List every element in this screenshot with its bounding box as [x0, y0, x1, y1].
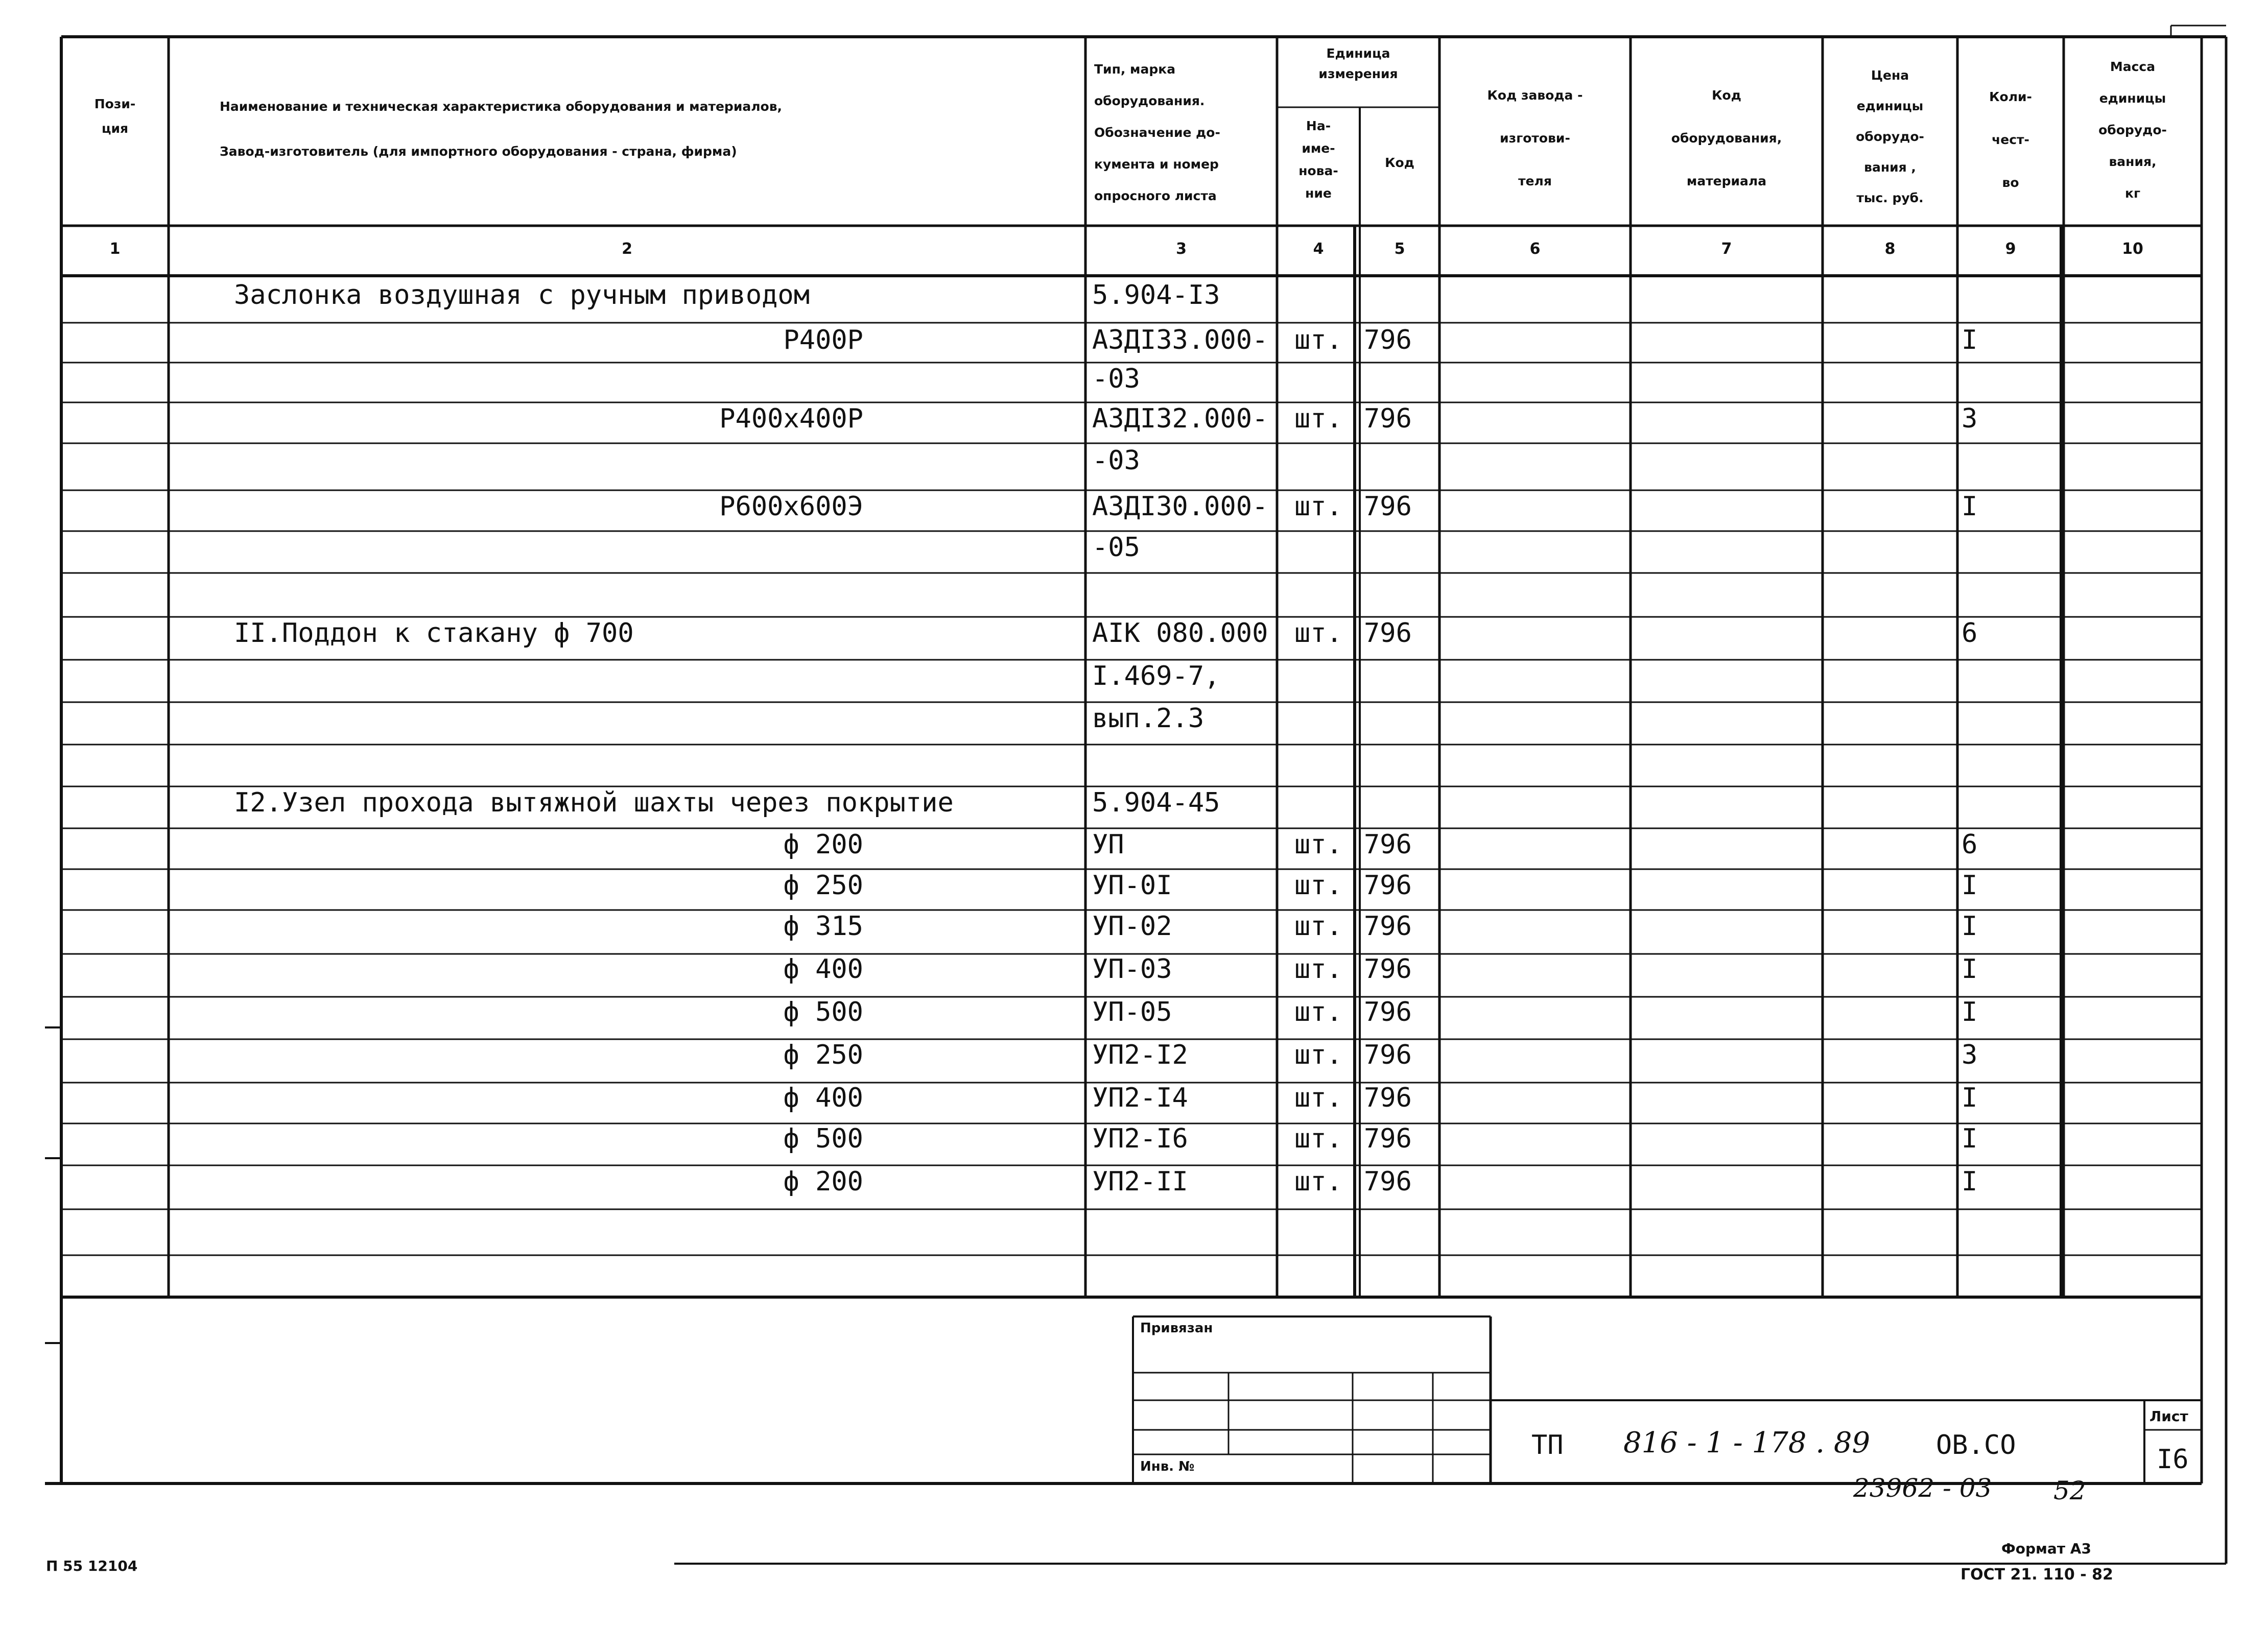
row-unit: шт.: [1294, 870, 1342, 901]
row-document: УП2-I2: [1092, 1040, 1188, 1070]
row-quantity: I: [1962, 911, 1978, 942]
row-unit: шт.: [1294, 1083, 1342, 1113]
header-col3: Тип, марка оборудования. Обозначение до- кумента и номер опросного листа: [1094, 62, 1220, 203]
row-code: 796: [1364, 491, 1412, 522]
row-quantity: I: [1962, 1166, 1978, 1197]
row-quantity: 6: [1962, 829, 1978, 860]
row-name: Р600х600Э: [719, 491, 863, 522]
row-document: УП: [1092, 829, 1124, 860]
row-unit: шт.: [1294, 954, 1342, 985]
row-document: УП2-II: [1092, 1166, 1188, 1197]
header-col1: Пози- ция: [94, 97, 136, 136]
archive-number-handwritten: 23962 - 03: [1853, 1473, 1992, 1503]
column-number: 4: [1313, 240, 1324, 258]
row-document: АIК 080.000: [1092, 618, 1268, 649]
designation-suffix: ОВ.СО: [1936, 1430, 2016, 1461]
row-name: ф 250: [783, 1040, 863, 1070]
row-document: -03: [1092, 364, 1140, 394]
stamp-inv-no: Инв. №: [1140, 1459, 1195, 1474]
footer-format: Формат А3: [2001, 1540, 2091, 1557]
row-document: УП-02: [1092, 911, 1172, 942]
row-unit: шт.: [1294, 1166, 1342, 1197]
sheet-number: I6: [2157, 1444, 2189, 1475]
row-code: 796: [1364, 1040, 1412, 1070]
row-document: АЗДI32.000-: [1092, 403, 1268, 434]
row-quantity: I: [1962, 1083, 1978, 1113]
row-name: I2.Узел прохода вытяжной шахты через покрытие: [234, 787, 954, 818]
row-document: I.469-7,: [1092, 661, 1220, 691]
designation-handwritten: 816 - 1 - 178 . 89: [1623, 1426, 1871, 1459]
header-col9: Коли- чест- во: [1989, 89, 2032, 190]
row-name: Р400х400Р: [719, 403, 863, 434]
header-col4: На- име- нова- ние: [1298, 118, 1338, 201]
row-code: 796: [1364, 829, 1412, 860]
row-document: УП2-I6: [1092, 1123, 1188, 1154]
row-name: ф 200: [783, 829, 863, 860]
row-quantity: I: [1962, 1123, 1978, 1154]
row-code: 796: [1364, 911, 1412, 942]
row-quantity: I: [1962, 954, 1978, 985]
row-code: 796: [1364, 997, 1412, 1027]
row-unit: шт.: [1294, 1123, 1342, 1154]
row-unit: шт.: [1294, 403, 1342, 434]
column-number: 5: [1394, 240, 1405, 258]
row-document: УП-03: [1092, 954, 1172, 985]
row-document: УП2-I4: [1092, 1083, 1188, 1113]
header-col2: Наименование и техническая характеристика оборудования и материалов, Завод-изготовитель (для импортного оборудования - страна, фирма): [220, 99, 783, 159]
column-number: 8: [1884, 240, 1896, 258]
stamp-privyazan: Привязан: [1140, 1321, 1213, 1336]
row-quantity: I: [1962, 325, 1978, 355]
header-col6: Код завода - изготови- теля: [1487, 88, 1583, 188]
row-document: 5.904-I3: [1092, 280, 1220, 310]
column-number: 7: [1721, 240, 1732, 258]
column-number: 2: [622, 240, 632, 258]
page-number-handwritten: 52: [2053, 1476, 2086, 1505]
row-name: ф 500: [783, 997, 863, 1027]
row-quantity: I: [1962, 870, 1978, 901]
row-quantity: I: [1962, 997, 1978, 1027]
row-document: 5.904-45: [1092, 787, 1220, 818]
row-name: Р400Р: [783, 325, 863, 355]
sheet-label: Лист: [2149, 1408, 2188, 1425]
footer-left-code: П 55 12104: [46, 1558, 138, 1574]
row-unit: шт.: [1294, 829, 1342, 860]
row-document: -05: [1092, 532, 1140, 563]
row-document: вып.2.3: [1092, 703, 1204, 734]
row-unit: шт.: [1294, 491, 1342, 522]
row-unit: шт.: [1294, 911, 1342, 942]
row-unit: шт.: [1294, 325, 1342, 355]
row-quantity: 3: [1962, 1040, 1978, 1070]
row-name: II.Поддон к стакану ф 700: [234, 618, 634, 649]
row-unit: шт.: [1294, 1040, 1342, 1070]
header-col10: Масса единицы оборудо- вания, кг: [2098, 59, 2167, 201]
column-number: 3: [1176, 240, 1187, 258]
header-col8: Цена единицы оборудо- вания , тыс. руб.: [1856, 68, 1924, 205]
column-number: 9: [2005, 240, 2016, 258]
row-document: УП-0I: [1092, 870, 1172, 901]
row-name: ф 200: [783, 1166, 863, 1197]
row-unit: шт.: [1294, 618, 1342, 649]
row-code: 796: [1364, 403, 1412, 434]
row-quantity: I: [1962, 491, 1978, 522]
header-unit-group: Единица измерения: [1318, 46, 1398, 81]
designation-prefix: ТП: [1531, 1430, 1564, 1461]
header-col7: Код оборудования, материала: [1671, 88, 1782, 188]
row-code: 796: [1364, 1123, 1412, 1154]
row-name: ф 500: [783, 1123, 863, 1154]
row-quantity: 3: [1962, 403, 1978, 434]
column-number: 10: [2122, 240, 2143, 258]
row-code: 796: [1364, 1166, 1412, 1197]
row-name: ф 400: [783, 954, 863, 985]
row-name: ф 315: [783, 911, 863, 942]
row-name: ф 250: [783, 870, 863, 901]
footer-gost: ГОСТ 21. 110 - 82: [1960, 1566, 2113, 1584]
row-code: 796: [1364, 618, 1412, 649]
column-number: 1: [109, 240, 121, 258]
row-document: АЗДI33.000-: [1092, 325, 1268, 355]
row-code: 796: [1364, 870, 1412, 901]
row-code: 796: [1364, 325, 1412, 355]
row-name: ф 400: [783, 1083, 863, 1113]
row-document: УП-05: [1092, 997, 1172, 1027]
row-name: Заслонка воздушная с ручным приводом: [234, 280, 810, 310]
row-document: АЗДI30.000-: [1092, 491, 1268, 522]
row-code: 796: [1364, 1083, 1412, 1113]
column-number: 6: [1529, 240, 1541, 258]
row-quantity: 6: [1962, 618, 1978, 649]
row-document: -03: [1092, 445, 1140, 476]
row-code: 796: [1364, 954, 1412, 985]
row-unit: шт.: [1294, 997, 1342, 1027]
header-col5: Код: [1385, 155, 1414, 170]
